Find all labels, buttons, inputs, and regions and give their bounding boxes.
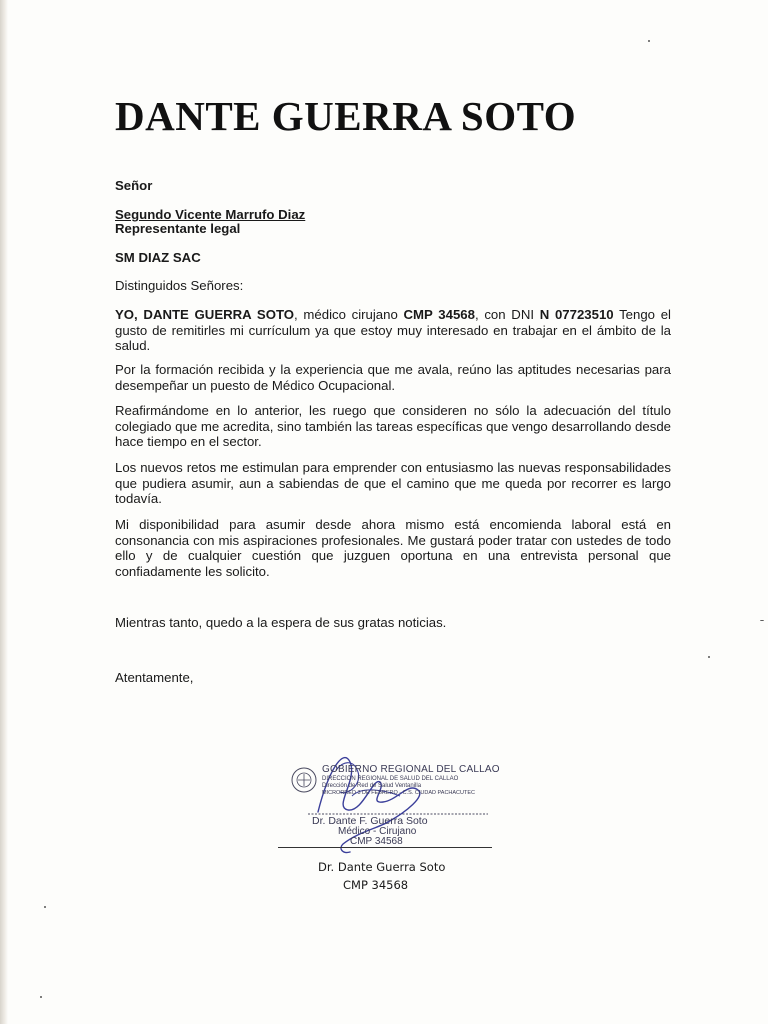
paragraph-reaffirm: Reafirmándome en lo anterior, les ruego que consideren no sólo la adecuación del título colegiado que me acredita, sino también las tareas específicas que vengo desarrollando desde hace tiempo en el sector. (115, 403, 671, 449)
scan-speck (760, 620, 764, 621)
paragraph-intro (115, 307, 671, 354)
scan-edge-shadow (0, 0, 8, 1024)
paragraph-closing-wait: Mientras tanto, quedo a la espera de sus gratas noticias. (115, 615, 447, 630)
intro-dni: N 07723510 (539, 307, 614, 322)
stamp-specialty: Médico - Cirujano (338, 826, 417, 837)
scan-speck (44, 906, 46, 908)
recipient-title: Señor (115, 178, 153, 193)
scan-speck (40, 996, 42, 998)
letterhead-name: DANTE GUERRA SOTO (115, 93, 577, 139)
signature-cmp: CMP 34568 (343, 878, 409, 892)
stamp-microred: MICRORRED 3 DE FEBRERO - C.S. CIUDAD PACHACUTEC (322, 790, 475, 796)
stamp-org: GOBIERNO REGIONAL DEL CALLAO (322, 764, 500, 775)
stamp-direction: DIRECCION REGIONAL DE SALUD DEL CALLAO (322, 776, 459, 782)
scan-speck (648, 40, 650, 42)
stamp-network: Dirección de Red de Salud Ventanilla (322, 783, 422, 789)
stamp-doctor: Dr. Dante F. Guerra Soto (312, 815, 428, 827)
stamp-cmp: CMP 34568 (350, 836, 403, 847)
signature-name: Dr. Dante Guerra Soto (318, 860, 446, 874)
closing-phrase: Atentamente, (115, 670, 194, 685)
paragraph-challenges: Los nuevos retos me estimulan para emprender con entusiasmo las nuevas responsabilidades que pudiera asumir, aun a sabiendas de que el camino que me queda por recorrer es largo todavía. (115, 460, 671, 506)
intro-text-1: , médico cirujano (294, 307, 404, 322)
paragraph-training: Por la formación recibida y la experiencia que me avala, reúno las aptitudes necesarias para desempeñar un puesto de Médico Ocupacional. (115, 362, 671, 393)
intro-text-3: Tengo el gusto de remitirles mi currículum ya que estoy muy interesado en trabajar en el ámbito de la salud. (115, 307, 671, 353)
paragraph-availability: Mi disponibilidad para asumir desde ahora mismo está encomienda laboral está en consonancia con mis aspiraciones profesionales. Me gustará poder tratar con ustedes de todo ello y de cualquier cuestión que juzguen oportuna en una entrevista personal que confiadamente les solicito. (115, 517, 671, 579)
intro-cmp: CMP 34568 (403, 307, 475, 322)
recipient-company: SM DIAZ SAC (115, 250, 201, 265)
scan-speck (708, 656, 710, 658)
signature-line (278, 847, 492, 848)
greeting: Distinguidos Señores: (115, 278, 244, 293)
official-stamp (288, 752, 498, 862)
intro-name: YO, DANTE GUERRA SOTO (115, 307, 295, 322)
intro-text-2: , con DNI (474, 307, 540, 322)
recipient-name: Segundo Vicente Marrufo Diaz (115, 207, 306, 222)
recipient-role: Representante legal (115, 221, 241, 236)
